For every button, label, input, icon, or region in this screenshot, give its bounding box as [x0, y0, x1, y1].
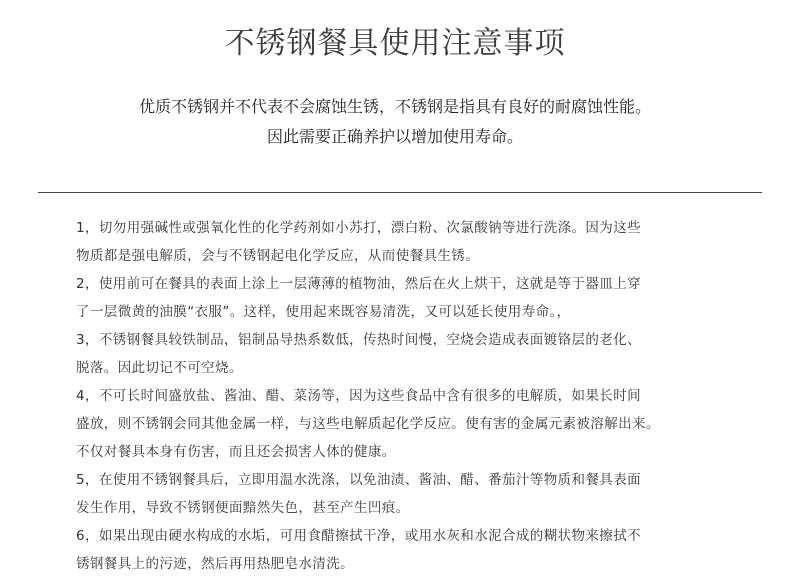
- tip-line-2: 物质都是强电解质，会与不锈钢起电化学反应，从而使餐具生锈。: [76, 248, 480, 264]
- tip-line-10: 5，在使用不锈钢餐具后，立即用温水洗涤，以免油渍、酱油、醋、番茄汁等物质和餐具表面: [76, 472, 641, 488]
- section-divider: [38, 192, 762, 193]
- tip-line-13: 锈钢餐具上的污迹，然后再用热肥皂水清洗。: [76, 556, 354, 572]
- tips-list: [76, 214, 726, 578]
- tip-line-3: 2，使用前可在餐具的表面上涂上一层薄薄的植物油，然后在火上烘干，这就是等于器皿上穿: [76, 276, 641, 292]
- intro-paragraph: [0, 92, 790, 152]
- intro-line-2: 因此需要正确养护以增加使用寿命。: [266, 127, 523, 146]
- page-title: 不锈钢餐具使用注意事项: [224, 26, 566, 61]
- tip-line-8: 盛放，则不锈钢会同其他金属一样，与这些电解质起化学反应。使有害的金属元素被溶解出来。: [76, 416, 660, 432]
- tip-line-12: 6，如果出现由硬水构成的水垢，可用食醋擦拭干净，或用水灰和水泥合成的糊状物来擦拭不: [76, 528, 641, 544]
- tip-line-11: 发生作用，导致不锈钢便面黯然失色，甚至产生凹痕。: [76, 500, 410, 516]
- tip-line-4: 了一层微黄的油膜“衣服”。这样，使用起来既容易清洗，又可以延长使用寿命。，: [76, 304, 571, 320]
- tip-line-6: 脱落。因此切记不可空烧。: [76, 360, 243, 376]
- tip-line-7: 4，不可长时间盛放盐、酱油、醋、菜汤等，因为这些食品中含有很多的电解质，如果长时间: [76, 388, 641, 404]
- tip-line-9: 不仅对餐具本身有伤害，而且还会损害人体的健康。: [76, 444, 396, 460]
- tip-line-5: 3，不锈钢餐具较铁制品，铝制品导热系数低，传热时间慢，空烧会造成表面镀铬层的老化、: [76, 332, 641, 348]
- intro-line-1: 优质不锈钢并不代表不会腐蚀生锈，不锈钢是指具有良好的耐腐蚀性能。: [138, 97, 651, 116]
- tip-line-1: 1，切勿用强碱性或强氧化性的化学药剂如小苏打，漂白粉、次氯酸钠等进行洗涤。因为这些: [76, 220, 641, 236]
